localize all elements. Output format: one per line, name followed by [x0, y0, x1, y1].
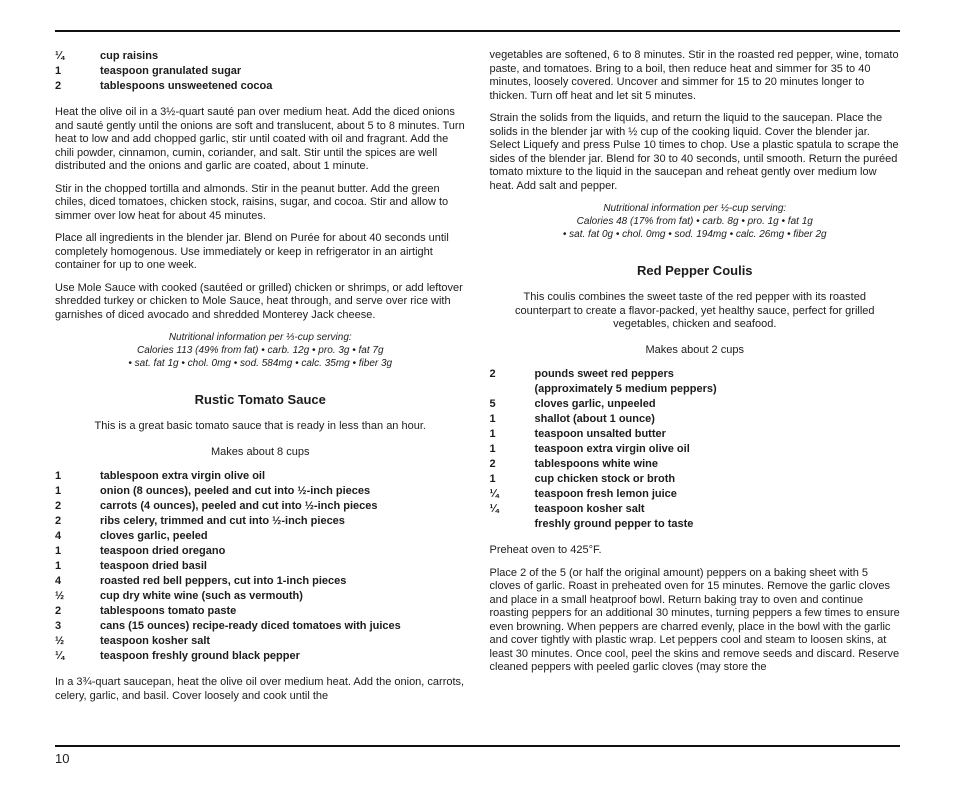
ingredient-text: tablespoons tomato paste [100, 605, 237, 617]
ingredient-text: teaspoon extra virgin olive oil [534, 443, 690, 455]
ingredient-row [55, 619, 466, 634]
ingredient-text: teaspoon kosher salt [534, 503, 645, 515]
nutrition-line: Calories 113 (49% from fat) • carb. 12g • pro. 3g • fat 7g [136, 345, 384, 356]
nutrition-line: • sat. fat 0g • chol. 0mg • sod. 194mg • calc. 26mg • fiber 2g [562, 229, 827, 240]
ingredient-qty: ¼ [55, 50, 65, 62]
ingredient-row [490, 502, 901, 517]
ingredient-text: teaspoon granulated sugar [100, 65, 242, 77]
ingredient-row [55, 499, 466, 514]
ingredient-qty: 1 [55, 470, 62, 482]
nutrition-note [55, 331, 466, 370]
ingredient-row [490, 472, 901, 487]
ingredient-text: roasted red bell peppers, cut into 1-inch pieces [100, 575, 347, 587]
ingredient-list-red-pepper-coulis [490, 367, 901, 532]
ingredient-text: pounds sweet red peppers [534, 368, 674, 380]
top-rule [55, 30, 900, 32]
ingredient-qty: 2 [55, 500, 62, 512]
ingredient-qty: 1 [55, 485, 62, 497]
ingredient-qty [490, 517, 535, 532]
ingredient-row [55, 484, 466, 499]
recipe-yield: Makes about 2 cups [645, 343, 744, 356]
ingredient-text: cup chicken stock or broth [534, 473, 676, 485]
ingredient-row [490, 457, 901, 472]
ingredient-row [490, 367, 901, 382]
recipe-title: Red Pepper Coulis [636, 263, 753, 278]
ingredient-text: ribs celery, trimmed and cut into ½-inch pieces [100, 515, 345, 527]
ingredient-qty: 4 [55, 530, 62, 542]
body-paragraph: Stir in the chopped tortilla and almonds. Stir in the peanut butter. Add the green chiles, diced tomatoes, chicken stock, raisins, sugar, and cocoa. Stir and allow to simmer over low heat for about 45 minutes. [55, 182, 449, 222]
ingredient-row [490, 427, 901, 442]
ingredient-qty: 2 [489, 458, 496, 470]
body-paragraph: Place all ingredients in the blender jar. Blend on Purée for about 40 seconds until completely homogenous. Use immediately or keep in refrigerator in an airtight container for up to one week. [55, 232, 449, 271]
ingredient-text: teaspoon kosher salt [100, 635, 211, 647]
nutrition-note [490, 202, 901, 241]
nutrition-line: Nutritional information per ⅓-cup serving: [168, 332, 352, 343]
ingredient-row [55, 64, 466, 79]
recipe-yield: Makes about 8 cups [211, 445, 310, 458]
ingredient-qty: 3 [55, 620, 62, 632]
ingredient-qty: 1 [55, 65, 62, 77]
ingredient-text: teaspoon freshly ground black pepper [100, 650, 300, 662]
ingredient-row [55, 649, 466, 664]
right-column [490, 49, 901, 712]
ingredient-qty: 1 [55, 560, 62, 572]
ingredient-qty: 5 [489, 398, 496, 410]
ingredient-qty: 1 [489, 443, 496, 455]
ingredient-qty: 1 [489, 473, 496, 485]
nutrition-line: Calories 48 (17% from fat) • carb. 8g • pro. 1g • fat 1g [576, 216, 813, 227]
ingredient-qty: ½ [55, 635, 65, 647]
ingredient-row [490, 517, 901, 532]
ingredient-row [490, 487, 901, 502]
ingredient-row [490, 382, 901, 397]
ingredient-row [490, 397, 901, 412]
ingredient-row [55, 514, 466, 529]
body-paragraph: vegetables are softened, 6 to 8 minutes. Stir in the roasted red pepper, wine, tomato paste, and tomatoes. Bring to a boil, then reduce heat and simmer for 35 to 40 minutes, loosely covered. Uncover and simmer for 15 to 20 minutes longer to thicken. Turn off heat and let sit 5 minutes. [489, 49, 899, 102]
ingredient-row [55, 79, 466, 94]
ingredient-qty: 2 [489, 368, 496, 380]
two-column-layout [55, 49, 900, 712]
ingredient-row [55, 559, 466, 574]
ingredient-text: cloves garlic, peeled [100, 530, 208, 542]
ingredient-list-mole-continued [55, 49, 466, 94]
ingredient-row [55, 634, 466, 649]
ingredient-qty: ¼ [489, 488, 499, 500]
ingredient-text: shallot (about 1 ounce) [534, 413, 655, 425]
ingredient-text: cans (15 ounces) recipe-ready diced tomatoes with juices [100, 620, 401, 632]
ingredient-text: teaspoon fresh lemon juice [534, 488, 677, 500]
ingredient-qty: 2 [55, 515, 62, 527]
ingredient-row [55, 49, 466, 64]
ingredient-text: cup dry white wine (such as vermouth) [100, 590, 303, 602]
ingredient-qty: 1 [489, 413, 496, 425]
ingredient-text: onion (8 ounces), peeled and cut into ½-inch pieces [100, 485, 371, 497]
recipe-intro: This coulis combines the sweet taste of the red pepper with its roasted counterpart to create a flavor-packed, yet healthy sauce, perfect for grilled vegetables, chicken and seafood. [514, 291, 875, 330]
ingredient-qty: 1 [489, 428, 496, 440]
ingredient-row [55, 604, 466, 619]
recipe-title: Rustic Tomato Sauce [194, 392, 326, 407]
ingredient-row [490, 412, 901, 427]
ingredient-qty: ¼ [489, 503, 499, 515]
ingredient-qty: 1 [55, 545, 62, 557]
nutrition-line: Nutritional information per ½-cup serving: [603, 203, 787, 214]
recipe-intro: This is a great basic tomato sauce that is ready in less than an hour. [94, 420, 426, 432]
body-paragraph: Strain the solids from the liquids, and return the liquid to the saucepan. Place the solids in the blender jar with ½ cup of the cooking liquid. Cover the blender jar. Select Liquefy and press Pulse 10 times to chop. Use a plastic spatula to scrape the sides of the blender jar. Blend for 30 to 40 seconds, until smooth. Return the puréed tomato mixture to the liquid in the saucepan and reheat gently over medium low heat. Add salt and pepper. [489, 112, 899, 192]
ingredient-text: teaspoon dried oregano [100, 545, 226, 557]
ingredient-text: tablespoons unsweetened cocoa [100, 80, 273, 92]
nutrition-line: • sat. fat 1g • chol. 0mg • sod. 584mg • calc. 35mg • fiber 3g [128, 358, 393, 369]
ingredient-text: (approximately 5 medium peppers) [534, 383, 717, 395]
ingredient-qty: ½ [55, 590, 65, 602]
ingredient-text: cup raisins [100, 50, 159, 62]
ingredient-row [490, 442, 901, 457]
ingredient-text: teaspoon dried basil [100, 560, 207, 572]
body-paragraph: Heat the olive oil in a 3½-quart sauté pan over medium heat. Add the diced onions and sauté gently until the onions are soft and translucent, about 5 to 8 minutes. Turn heat to low and add chopped garlic, stir until coated with oil and fragrant. Add the chili powder, cinnamon, cumin, coriander, and salt. Stir until the spices are well distributed and the onions and garlic are coated, about 1 minute. [55, 106, 465, 172]
ingredient-qty: 2 [55, 605, 62, 617]
ingredient-text: carrots (4 ounces), peeled and cut into ½-inch pieces [100, 500, 378, 512]
ingredient-text: cloves garlic, unpeeled [534, 398, 656, 410]
body-paragraph: Use Mole Sauce with cooked (sautéed or grilled) chicken or shrimps, or add leftover shredded turkey or chicken to Mole Sauce, heat through, and serve over rice with garnishes of diced avocado and shredded Monterey Jack cheese. [55, 281, 463, 321]
ingredient-qty: 4 [55, 575, 62, 587]
ingredient-text: teaspoon unsalted butter [534, 428, 666, 440]
ingredient-row [55, 469, 466, 484]
body-paragraph: Preheat oven to 425°F. [489, 544, 602, 556]
ingredient-row [55, 574, 466, 589]
body-paragraph: In a 3¾-quart saucepan, heat the olive oil over medium heat. Add the onion, carrots, celery, garlic, and basil. Cover loosely and cook until the [55, 676, 465, 702]
body-paragraph: Place 2 of the 5 (or half the original amount) peppers on a baking sheet with 5 cloves of garlic. Roast in preheated oven for 15 minutes. Remove the garlic cloves and place in a small heatproof bowl. Return baking tray to oven and continue roasting peppers for an additional 30 minutes, turning peppers a few times to ensure even browning. When peppers are charred evenly, place in the bowl with the garlic and cover tightly with plastic wrap. Let peppers cool and steam to loosen skins, at least 30 minutes. Once cool, peel the skins and remove seeds and discard. Reserve cleaned peppers with peeled garlic cloves (may store the [489, 566, 900, 673]
ingredient-row [55, 529, 466, 544]
ingredient-text: tablespoon extra virgin olive oil [100, 470, 266, 482]
ingredient-row [55, 544, 466, 559]
bottom-rule [55, 745, 900, 747]
left-column [55, 49, 466, 712]
ingredient-row [55, 589, 466, 604]
ingredient-qty [490, 382, 535, 397]
ingredient-list-rustic-tomato-sauce [55, 469, 466, 664]
ingredient-qty: ¼ [55, 650, 65, 662]
ingredient-qty: 2 [55, 80, 62, 92]
ingredient-text: tablespoons white wine [534, 458, 658, 470]
page-number: 10 [55, 751, 70, 766]
ingredient-text: freshly ground pepper to taste [534, 518, 694, 530]
